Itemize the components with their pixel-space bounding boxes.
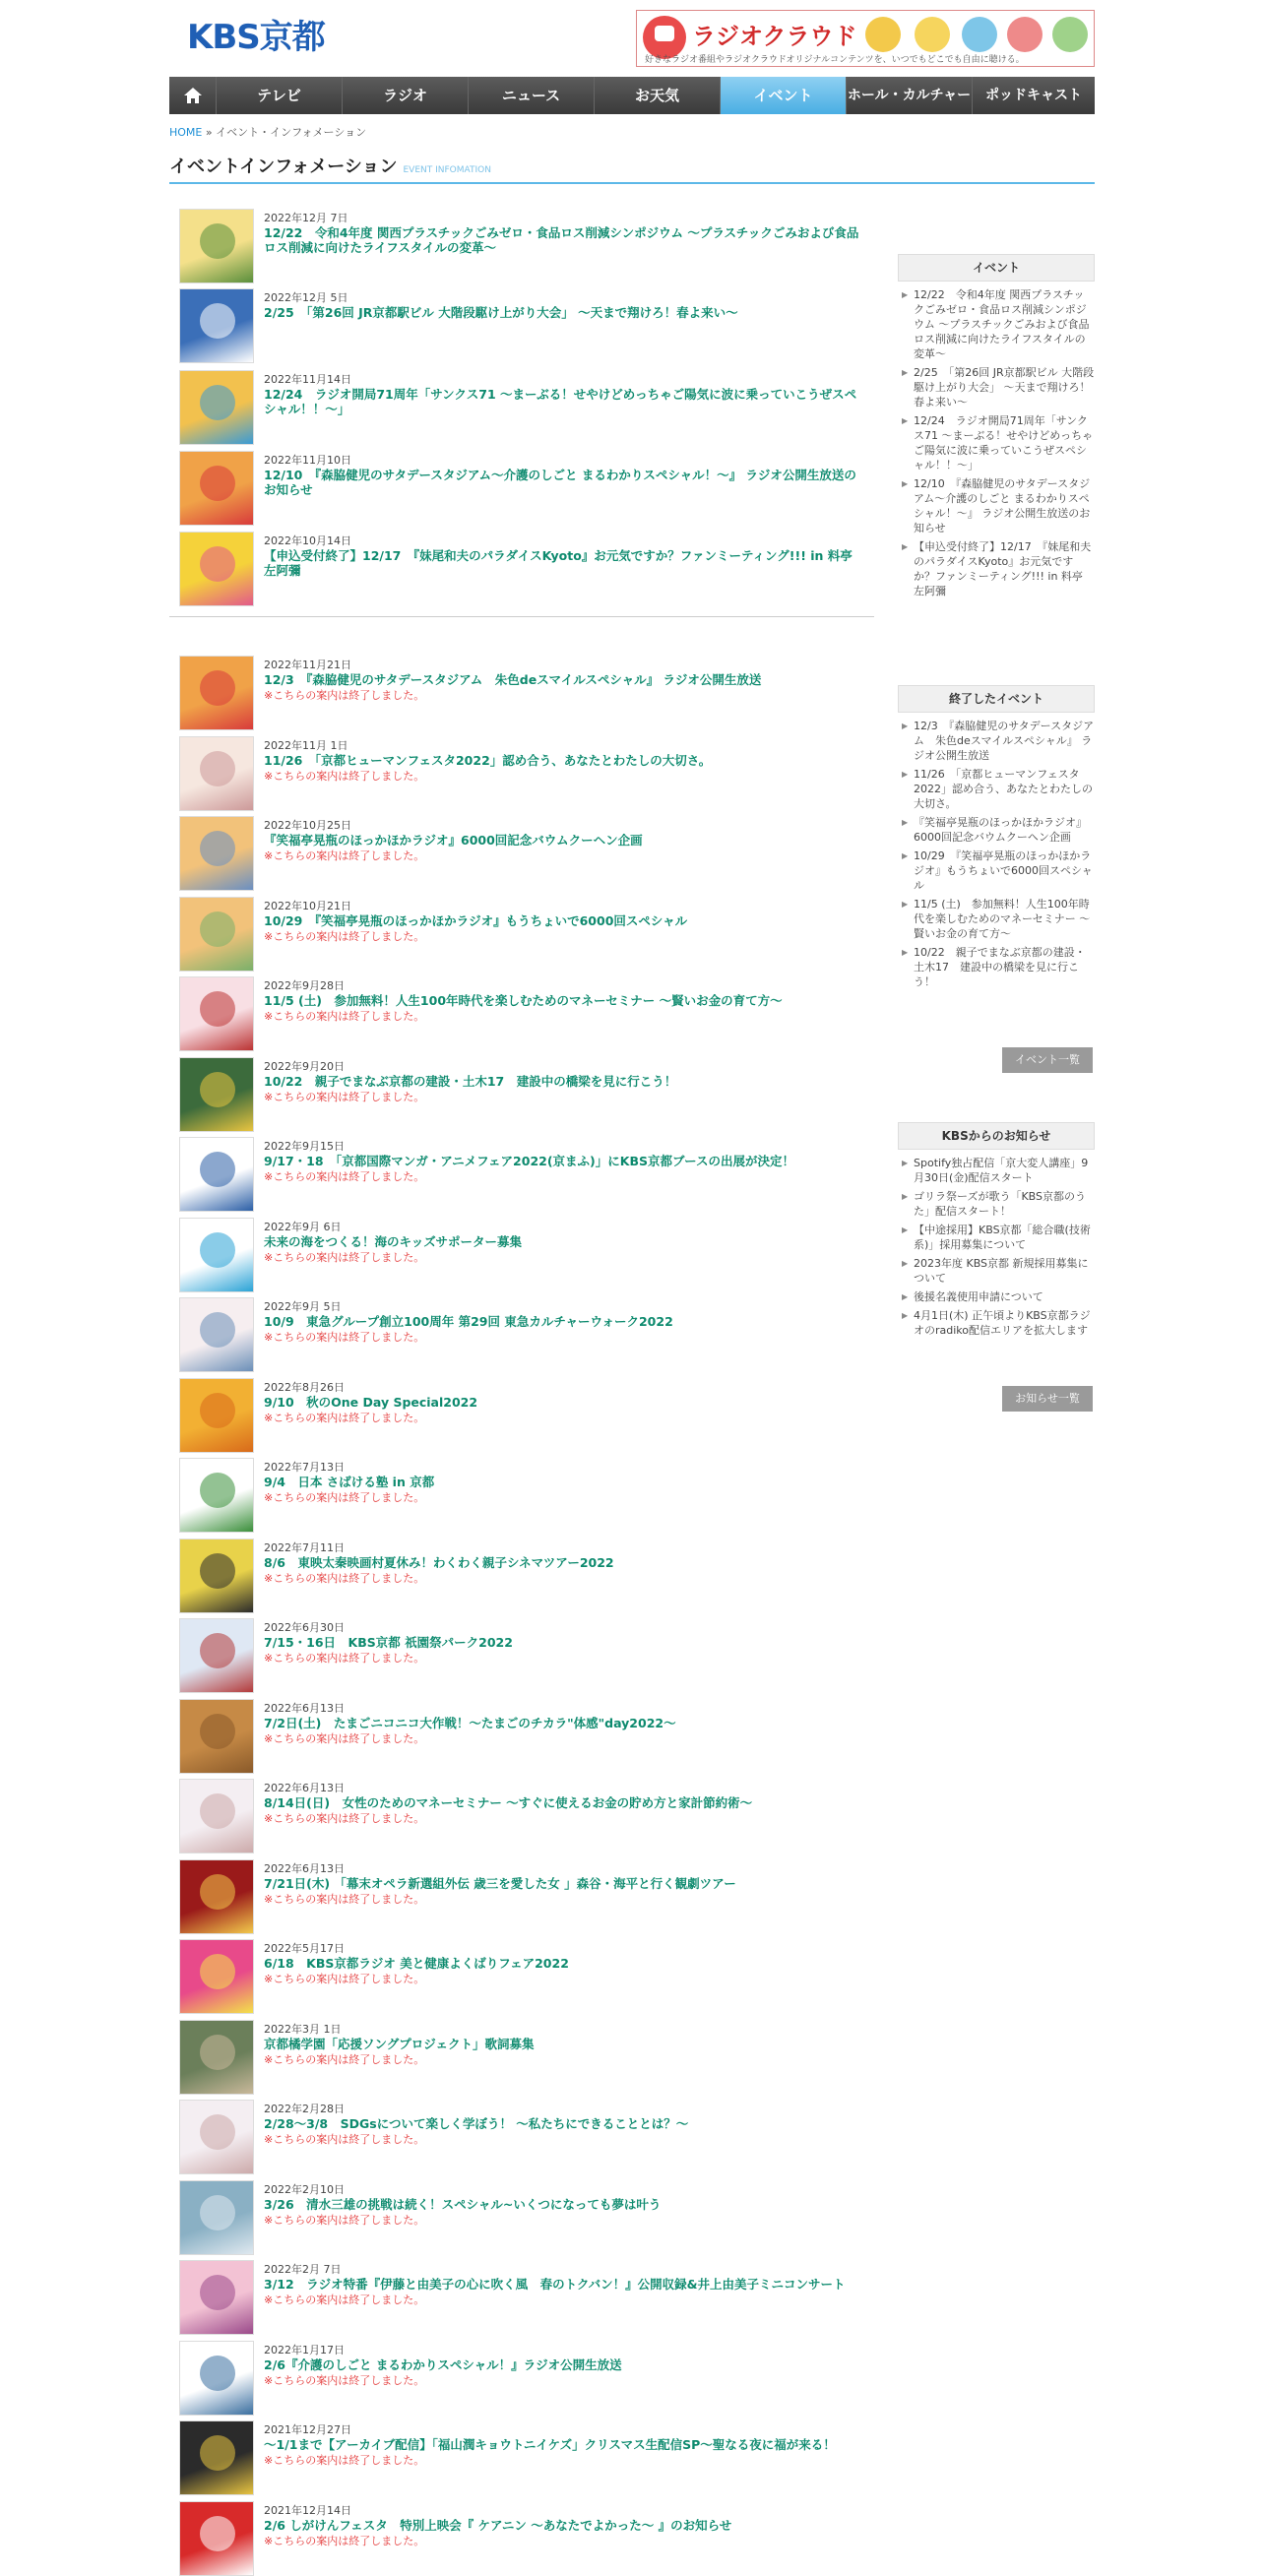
event-item xyxy=(179,1218,874,1292)
event-thumbnail[interactable] xyxy=(179,370,254,445)
event-item xyxy=(179,1699,874,1774)
event-title-link[interactable]: 3/12 ラジオ特番『伊藤と由美子の心に吹く風 春のトクバン！』公開収録&井上由美子ミニコンサート xyxy=(264,2277,846,2292)
sidebar-link[interactable]: ▶ 11/26 「京都ヒューマンフェスタ2022」認め合う、あなたとわたしの大切さ。 xyxy=(898,767,1095,811)
sidebar-link[interactable]: ▶ 10/22 親子でまなぶ京都の建設・土木17 建設中の橋梁を見に行こう！ xyxy=(898,945,1095,989)
event-date: 2022年6月13日 xyxy=(264,1782,345,1794)
bus-icon xyxy=(865,17,901,52)
event-ended-note: ※こちらの案内は終了しました。 xyxy=(264,1491,425,1504)
event-thumbnail[interactable] xyxy=(179,1618,254,1693)
event-item xyxy=(179,1297,874,1372)
home-icon xyxy=(183,87,203,104)
event-ended-note: ※こちらの案内は終了しました。 xyxy=(264,770,425,783)
event-item xyxy=(179,1618,874,1693)
event-date: 2022年2月10日 xyxy=(264,2183,345,2196)
event-thumbnail[interactable] xyxy=(179,1699,254,1774)
breadcrumb xyxy=(169,124,366,140)
event-ended-note: ※こちらの案内は終了しました。 xyxy=(264,930,425,943)
sidebar-events xyxy=(898,254,1095,602)
sidebar-ended-heading: 終了したイベント xyxy=(898,685,1095,713)
sidebar-link[interactable]: ▶ 4月1日(木) 正午頃よりKBS京都ラジオのradiko配信エリアを拡大します xyxy=(898,1308,1095,1338)
event-title-link[interactable]: 3/26 清水三雄の挑戦は続く！スペシャル~いくつになっても夢は叶う xyxy=(264,2197,662,2212)
event-date: 2022年1月17日 xyxy=(264,2344,345,2356)
event-date: 2022年2月 7日 xyxy=(264,2263,342,2276)
nav-weather[interactable]: お天気 xyxy=(595,77,721,114)
event-thumbnail[interactable] xyxy=(179,1378,254,1453)
event-date: 2022年11月 1日 xyxy=(264,739,348,752)
event-item xyxy=(179,1539,874,1613)
nav-news[interactable]: ニュース xyxy=(469,77,595,114)
sidebar-link[interactable]: ▶ 後援名義使用申請について xyxy=(898,1289,1095,1304)
event-item xyxy=(179,816,874,891)
banner-title: ラジオクラウド xyxy=(692,23,857,50)
train-icon xyxy=(1007,17,1043,52)
sidebar-news-heading: KBSからのお知らせ xyxy=(898,1122,1095,1150)
event-title-link[interactable]: 【申込受付終了】12/17 『妹尾和夫のパラダイスKyoto』お元気ですか？ファンミーティング!!! in 料亭 左阿彌 xyxy=(264,548,853,578)
event-title-link[interactable]: 10/22 親子でまなぶ京都の建設・土木17 建設中の橋梁を見に行こう！ xyxy=(264,1074,677,1089)
event-item xyxy=(179,1378,874,1453)
event-item xyxy=(179,2260,874,2335)
sidebar-ended-list xyxy=(898,719,1095,989)
event-date: 2022年9月 5日 xyxy=(264,1300,342,1313)
character-icon xyxy=(962,17,997,52)
event-ended-note: ※こちらの案内は終了しました。 xyxy=(264,1170,425,1183)
event-thumbnail[interactable] xyxy=(179,1297,254,1372)
event-thumbnail[interactable] xyxy=(179,1939,254,2014)
kbs-logo[interactable]: KBS京都 xyxy=(187,17,325,57)
event-ended-note: ※こちらの案内は終了しました。 xyxy=(264,1251,425,1264)
event-date: 2022年10月25日 xyxy=(264,819,351,832)
event-title-link[interactable]: 11/26 「京都ヒューマンフェスタ2022」認め合う、あなたとわたしの大切さ。 xyxy=(264,753,712,768)
event-date: 2022年9月15日 xyxy=(264,1140,345,1153)
event-date: 2022年6月13日 xyxy=(264,1862,345,1875)
section-divider xyxy=(169,616,874,617)
event-thumbnail[interactable] xyxy=(179,897,254,972)
nav-event[interactable]: イベント xyxy=(721,77,847,114)
breadcrumb-separator: » xyxy=(202,126,217,139)
event-thumbnail[interactable] xyxy=(179,1057,254,1132)
event-date: 2022年12月 7日 xyxy=(264,212,348,224)
nav-podcast[interactable]: ポッドキャスト xyxy=(973,77,1095,114)
event-item xyxy=(179,976,874,1051)
sidebar-link[interactable]: ▶ 【申込受付終了】12/17 『妹尾和夫のパラダイスKyoto』お元気ですか？ファンミーティング!!! in 料亭 左阿彌 xyxy=(898,539,1095,598)
event-item xyxy=(179,897,874,972)
event-ended-note: ※こちらの案内は終了しました。 xyxy=(264,1331,425,1344)
event-thumbnail[interactable] xyxy=(179,1539,254,1613)
event-item xyxy=(179,2020,874,2095)
event-date: 2022年11月14日 xyxy=(264,373,351,386)
event-title-link[interactable]: 10/9 東急グループ創立100周年 第29回 東急カルチャーウォーク2022 xyxy=(264,1314,673,1329)
event-title-link[interactable]: 11/5 (土) 参加無料！人生100年時代を楽しむためのマネーセミナー ～賢いお金の育て方～ xyxy=(264,993,783,1008)
event-thumbnail[interactable] xyxy=(179,736,254,811)
event-item xyxy=(179,451,874,526)
event-ended-note: ※こちらの案内は終了しました。 xyxy=(264,2053,425,2066)
event-date: 2022年8月26日 xyxy=(264,1381,345,1394)
event-thumbnail[interactable] xyxy=(179,288,254,363)
page-title-en: EVENT INFOMATION xyxy=(403,165,491,175)
event-title-link[interactable]: 9/4 日本 さばける塾 in 京都 xyxy=(264,1475,435,1489)
event-item xyxy=(179,1057,874,1132)
event-thumbnail[interactable] xyxy=(179,1859,254,1934)
event-ended-note: ※こちらの案内は終了しました。 xyxy=(264,1572,425,1585)
global-nav xyxy=(169,77,1095,114)
event-thumbnail[interactable] xyxy=(179,656,254,730)
event-thumbnail[interactable] xyxy=(179,2501,254,2576)
event-ended-note: ※こちらの案内は終了しました。 xyxy=(264,689,425,702)
event-date: 2022年11月21日 xyxy=(264,659,351,671)
event-date: 2022年9月20日 xyxy=(264,1060,345,1073)
event-item xyxy=(179,288,874,363)
event-thumbnail[interactable] xyxy=(179,1779,254,1853)
event-ended-note: ※こちらの案内は終了しました。 xyxy=(264,2293,425,2306)
event-item xyxy=(179,2501,874,2576)
event-date: 2022年6月30日 xyxy=(264,1621,345,1634)
event-thumbnail[interactable] xyxy=(179,816,254,891)
event-thumbnail[interactable] xyxy=(179,209,254,283)
event-date: 2022年2月28日 xyxy=(264,2103,345,2115)
event-thumbnail[interactable] xyxy=(179,2341,254,2416)
event-title-link[interactable]: 7/15・16日 KBS京都 祇園祭パーク2022 xyxy=(264,1635,513,1650)
event-title-link[interactable]: 7/21日(木) 「幕末オペラ新選組外伝 歳三を愛した女 」森谷・海平と行く観劇ツアー xyxy=(264,1876,736,1891)
event-date: 2022年7月13日 xyxy=(264,1461,345,1474)
event-title-link[interactable]: 9/10 秋のOne Day Special2022 xyxy=(264,1395,478,1410)
event-ended-note: ※こちらの案内は終了しました。 xyxy=(264,1893,425,1906)
event-ended-note: ※こちらの案内は終了しました。 xyxy=(264,1652,425,1665)
event-title-link[interactable]: 『笑福亭晃瓶のほっかほかラジオ』6000回記念バウムクーヘン企画 xyxy=(264,833,643,848)
sidebar-link[interactable]: ▶ 11/5 (土) 参加無料！人生100年時代を楽しむためのマネーセミナー ～賢いお金の育て方～ xyxy=(898,897,1095,941)
radiocloud-banner[interactable] xyxy=(636,10,1095,67)
event-item xyxy=(179,1939,874,2014)
sidebar-link[interactable]: ▶ 『笑福亭晃瓶のほっかほかラジオ』6000回記念バウムクーヘン企画 xyxy=(898,815,1095,845)
event-title-link[interactable]: 2/25 「第26回 JR京都駅ビル 大階段駆け上がり大会」 ～天まで翔けろ！春よ来い～ xyxy=(264,305,738,320)
event-thumbnail[interactable] xyxy=(179,2180,254,2255)
event-list-button[interactable]: イベント一覧 xyxy=(1002,1047,1093,1073)
event-item xyxy=(179,2100,874,2174)
event-date: 2022年3月 1日 xyxy=(264,2023,342,2036)
event-item xyxy=(179,1779,874,1853)
event-title-link[interactable]: 未来の海をつくる！海のキッズサポーター募集 xyxy=(264,1234,523,1249)
event-ended-note: ※こちらの案内は終了しました。 xyxy=(264,2374,425,2387)
event-ended-note: ※こちらの案内は終了しました。 xyxy=(264,849,425,862)
event-thumbnail[interactable] xyxy=(179,1137,254,1212)
sidebar-link[interactable]: ▶ 12/22 令和4年度 関西プラスチックごみゼロ・食品ロス削減シンポジウム ～プラスチックごみおよび食品ロス削減に向けたライフスタイルの変革～ xyxy=(898,287,1095,361)
leaf-icon xyxy=(1052,17,1088,52)
breadcrumb-current: イベント・インフォメーション xyxy=(216,126,367,139)
event-item xyxy=(179,370,874,445)
sidebar-link[interactable]: ▶ Spotify独占配信「京大変人講座」9月30日(金)配信スタート xyxy=(898,1156,1095,1185)
event-title-link[interactable]: 7/2日(土) たまごニコニコ大作戦！～たまごのチカラ"体感"day2022～ xyxy=(264,1716,676,1730)
breadcrumb-home[interactable]: HOME xyxy=(169,126,203,139)
event-title-link[interactable]: 9/17・18 「京都国際マンガ・アニメフェア2022(京まふ)」にKBS京都ブースの出展が決定！ xyxy=(264,1154,794,1168)
event-ended-note: ※こちらの案内は終了しました。 xyxy=(264,2535,425,2547)
page-title-jp: イベントインフォメーション xyxy=(169,157,398,177)
event-thumbnail[interactable] xyxy=(179,2020,254,2095)
event-item xyxy=(179,736,874,811)
event-title-link[interactable]: 6/18 KBS京都ラジオ 美と健康よくばりフェア2022 xyxy=(264,1956,569,1971)
event-date: 2022年9月28日 xyxy=(264,979,345,992)
event-title-link[interactable]: 8/14日(日) 女性のためのマネーセミナー ～すぐに使えるお金の貯め方と家計節約術～ xyxy=(264,1795,753,1810)
event-date: 2022年9月 6日 xyxy=(264,1221,342,1233)
event-ended-note: ※こちらの案内は終了しました。 xyxy=(264,2133,425,2146)
nav-home[interactable] xyxy=(169,77,217,114)
event-title-link[interactable]: 京都橘学園「応援ソングプロジェクト」歌詞募集 xyxy=(264,2037,535,2051)
event-date: 2022年7月11日 xyxy=(264,1541,345,1554)
event-ended-note: ※こちらの案内は終了しました。 xyxy=(264,1412,425,1424)
event-ended-note: ※こちらの案内は終了しました。 xyxy=(264,2454,425,2467)
event-ended-note: ※こちらの案内は終了しました。 xyxy=(264,1091,425,1103)
event-item xyxy=(179,656,874,730)
event-thumbnail[interactable] xyxy=(179,2420,254,2495)
event-item xyxy=(179,2180,874,2255)
event-ended-note: ※こちらの案内は終了しました。 xyxy=(264,2214,425,2227)
sidebar-link[interactable]: ▶ 12/3 『森脇健児のサタデースタジアム 朱色deスマイルスペシャル』 ラジオ公開生放送 xyxy=(898,719,1095,763)
sidebar-ended xyxy=(898,685,1095,1075)
news-list-button[interactable]: お知らせ一覧 xyxy=(1002,1386,1093,1412)
page-title xyxy=(169,153,1095,184)
event-thumbnail[interactable] xyxy=(179,1218,254,1292)
event-title-link[interactable]: 12/22 令和4年度 関西プラスチックごみゼロ・食品ロス削減シンポジウム ～プラスチックごみおよび食品ロス削減に向けたライフスタイルの変革～ xyxy=(264,225,859,255)
event-date: 2022年10月21日 xyxy=(264,900,351,912)
sidebar-events-heading: イベント xyxy=(898,254,1095,282)
event-title-link[interactable]: 12/3 『森脇健児のサタデースタジアム 朱色deスマイルスペシャル』 ラジオ公開生放送 xyxy=(264,672,762,687)
event-title-link[interactable]: ～1/1まで【アーカイブ配信】「福山潤キョウトニイケズ」クリスマス生配信SP～聖なる夜に福が来る！ xyxy=(264,2437,836,2452)
nav-tv[interactable]: テレビ xyxy=(217,77,343,114)
event-item xyxy=(179,532,874,606)
event-ended-note: ※こちらの案内は終了しました。 xyxy=(264,1732,425,1745)
sidebar-news xyxy=(898,1122,1095,1415)
event-date: 2022年10月14日 xyxy=(264,534,351,547)
sidebar-events-list xyxy=(898,287,1095,598)
event-item xyxy=(179,1137,874,1212)
event-thumbnail[interactable] xyxy=(179,2260,254,2335)
sidebar-link[interactable]: ▶ 10/29 『笑福亭晃瓶のほっかほかラジオ』もうちょいで6000回スペシャル xyxy=(898,848,1095,893)
radio-icon xyxy=(915,17,950,52)
event-title-link[interactable]: 8/6 東映太秦映画村夏休み！わくわく親子シネマツアー2022 xyxy=(264,1555,614,1570)
event-title-link[interactable]: 12/24 ラジオ開局71周年「サンクス71 ～まーぶる！せやけどめっちゃご陽気に波に乗っていこうぜスペシャル！！～」 xyxy=(264,387,857,416)
event-title-link[interactable]: 2/6 しがけんフェスタ 特別上映会『 ケアニン ～あなたでよかった～ 』のお知らせ xyxy=(264,2518,732,2533)
event-title-link[interactable]: 12/10 『森脇健児のサタデースタジアム～介護のしごと まるわかりスペシャル！～』 ラジオ公開生放送のお知らせ xyxy=(264,468,856,497)
sidebar-link[interactable]: ▶ 2023年度 KBS京都 新規採用募集について xyxy=(898,1256,1095,1286)
event-date: 2022年5月17日 xyxy=(264,1942,345,1955)
event-date: 2022年11月10日 xyxy=(264,454,351,467)
event-item xyxy=(179,2420,874,2495)
sidebar-link[interactable]: ▶ 2/25 「第26回 JR京都駅ビル 大階段駆け上がり大会」 ～天まで翔けろ！春よ来い～ xyxy=(898,365,1095,409)
event-item xyxy=(179,2341,874,2416)
nav-radio[interactable]: ラジオ xyxy=(343,77,469,114)
event-thumbnail[interactable] xyxy=(179,451,254,526)
banner-subtitle: 好きなラジオ番組やラジオクラウドオリジナルコンテンツを、いつでもどこでも自由に聴ける。 xyxy=(645,55,1025,65)
nav-hall-culture[interactable]: ホール・カルチャー xyxy=(847,77,973,114)
event-date: 2021年12月27日 xyxy=(264,2423,351,2436)
event-thumbnail[interactable] xyxy=(179,976,254,1051)
sidebar-link[interactable]: ▶ 12/10 『森脇健児のサタデースタジアム～介護のしごと まるわかりスペシャル！～』 ラジオ公開生放送のお知らせ xyxy=(898,476,1095,535)
event-date: 2022年6月13日 xyxy=(264,1702,345,1715)
event-ended-note: ※こちらの案内は終了しました。 xyxy=(264,1812,425,1825)
event-title-link[interactable]: 2/6『介護のしごと まるわかりスペシャル！』ラジオ公開生放送 xyxy=(264,2357,622,2372)
event-title-link[interactable]: 2/28～3/8 SDGsについて楽しく学ぼう！ ～私たちにできることとは？～ xyxy=(264,2116,689,2131)
event-thumbnail[interactable] xyxy=(179,2100,254,2174)
event-item xyxy=(179,209,874,283)
event-item xyxy=(179,1458,874,1533)
event-date: 2022年12月 5日 xyxy=(264,291,348,304)
event-date: 2021年12月14日 xyxy=(264,2504,351,2517)
event-title-link[interactable]: 10/29 『笑福亭晃瓶のほっかほかラジオ』もうちょいで6000回スペシャル xyxy=(264,913,688,928)
event-thumbnail[interactable] xyxy=(179,1458,254,1533)
sidebar-link[interactable]: ▶ 【中途採用】KBS京都「総合職(技術系)」採用募集について xyxy=(898,1223,1095,1252)
event-ended-note: ※こちらの案内は終了しました。 xyxy=(264,1973,425,1985)
sidebar-link[interactable]: ▶ ゴリラ祭ーズが歌う「KBS京都のうた」配信スタート！ xyxy=(898,1189,1095,1219)
sidebar-link[interactable]: ▶ 12/24 ラジオ開局71周年「サンクス71 ～まーぶる！せやけどめっちゃご陽気に波に乗っていこうぜスペシャル！！～」 xyxy=(898,413,1095,472)
event-ended-note: ※こちらの案内は終了しました。 xyxy=(264,1010,425,1023)
event-item xyxy=(179,1859,874,1934)
sidebar-news-list xyxy=(898,1156,1095,1338)
event-thumbnail[interactable] xyxy=(179,532,254,606)
